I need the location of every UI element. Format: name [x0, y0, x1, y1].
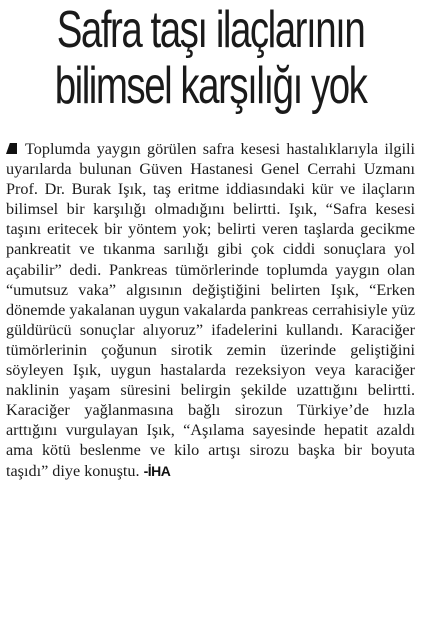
lead-marker-icon	[6, 143, 17, 154]
headline	[0, 2, 421, 114]
headline-line-1: Safra taşı ilaçlarının	[56, 1, 365, 59]
news-agency-credit: -İHA	[143, 462, 171, 479]
article-body-text: Toplumda yaygın görülen safra kesesi hastalıklarıyla ilgili uyarılarda bulunan Güven Hastanesi Genel Cerrahi Uzmanı Prof. Dr. Burak Işık, taş eritme iddiasındaki kür ve ilaçların bilimsel bir karşılığı olmadığını belirtti. Işık, “Safra kesesi taşını eritecek bir yöntem yok; belirti veren taşlarda gecikme pankreatit ve tıkanma sarılığı gibi çok ciddi sonuçlara yol açabilir” dedi. Pankreas tümörlerinde toplumda yaygın olan “umutsuz vaka” algısının değiştiğini belirten Işık, “Erken dönemde yakalanan uygun vakalarda pankreas cerrahisiyle yüz güldürücü sonuçlar alıyoruz” ifadelerini kullandı. Karaciğer tümörlerinin çoğunun sirotik zemin üzerinde geliştiğini söyleyen Işık, uygun hastalarda rezeksiyon veya karaciğer naklinin yaşam süresini belirgin şekilde uzattığını belirtti. Karaciğer yağlanmasına bağlı sirozun Türkiye’de hızla arttığını vurgulayan Işık, “Aşılama sayesinde hepatit azaldı ama kötü beslenme ve kilo artışı sirozu başka bir boyuta taşıdı” diye konuştu.	[6, 140, 416, 480]
article-body	[6, 139, 415, 481]
headline-line-2: bilimsel karşılığı yok	[54, 57, 367, 115]
